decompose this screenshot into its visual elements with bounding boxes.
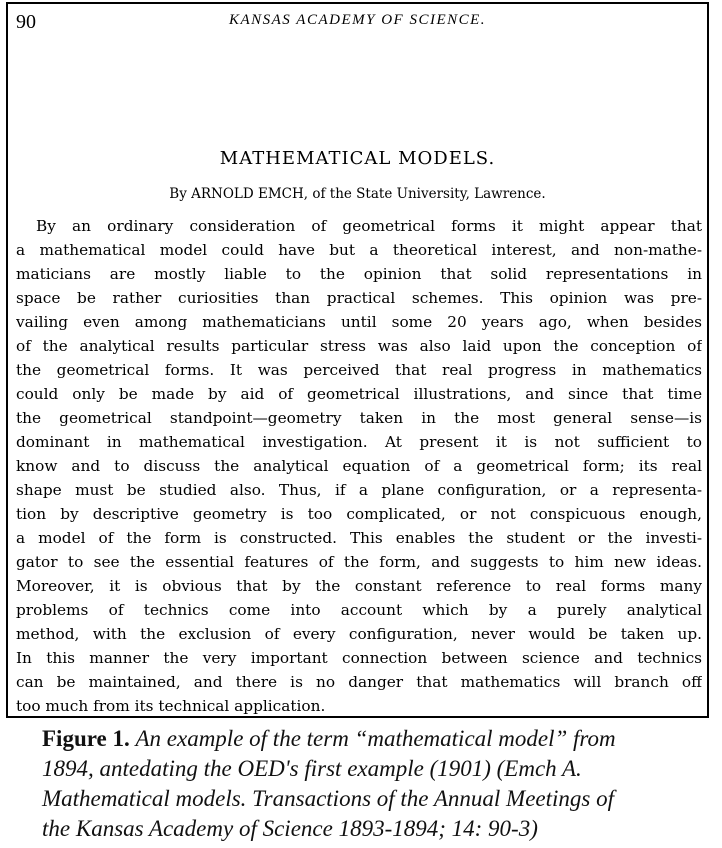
body-line: know and to discuss the analytical equation of a geometrical form; its real: [16, 457, 702, 475]
body-line: vailing even among mathematicians until some 20 years ago, when besides: [16, 313, 702, 331]
body-line: dominant in mathematical investigation. At present it is not sufficient to: [16, 433, 702, 451]
body-line: a mathematical model could have but a theoretical interest, and non-mathe-: [16, 241, 702, 259]
page-number: 90: [16, 11, 36, 33]
caption-line: the Kansas Academy of Science 1893-1894; 14: 90-3): [42, 816, 538, 841]
caption-line: 1894, antedating the OED's first example (1901) (Emch A.: [42, 756, 582, 781]
body-line: too much from its technical application.: [16, 697, 326, 715]
article-title: MATHEMATICAL MODELS.: [219, 148, 496, 169]
body-line: In this manner the very important connection between science and technics: [16, 649, 702, 667]
caption-text: An example of the term “mathematical model” from: [135, 726, 616, 751]
body-line: space be rather curiosities than practical schemes. This opinion was pre-: [16, 289, 702, 307]
body-line: the geometrical standpoint—geometry taken in the most general sense—is: [16, 409, 702, 427]
caption-label: Figure 1.: [42, 726, 130, 751]
body-line: can be maintained, and there is no danger that mathematics will branch off: [16, 673, 702, 691]
body-line: maticians are mostly liable to the opinion that solid representations in: [16, 265, 702, 283]
body-line: By an ordinary consideration of geometrical forms it might appear that: [36, 217, 702, 235]
body-line: problems of technics come into account which by a purely analytical: [16, 601, 702, 619]
body-line: the geometrical forms. It was perceived that real progress in mathematics: [16, 361, 702, 379]
scanned-page: [6, 2, 709, 718]
body-line: shape must be studied also. Thus, if a plane configuration, or a representa-: [16, 481, 702, 499]
body-line: gator to see the essential features of the form, and suggests to him new ideas.: [16, 553, 702, 571]
body-line: Moreover, it is obvious that by the constant reference to real forms many: [16, 577, 702, 595]
body-line: could only be made by aid of geometrical illustrations, and since that time: [16, 385, 702, 403]
body-line: method, with the exclusion of every configuration, never would be taken up.: [16, 625, 702, 643]
article-body: [16, 214, 702, 718]
running-head: KANSAS ACADEMY OF SCIENCE.: [228, 12, 487, 28]
caption-line: Mathematical models. Transactions of the Annual Meetings of: [42, 786, 614, 811]
caption-line: [42, 724, 692, 754]
article-byline: By ARNOLD EMCH, of the State University, Lawrence.: [169, 186, 546, 202]
figure-caption: [42, 724, 692, 844]
body-line: of the analytical results particular stress was also laid upon the conception of: [16, 337, 702, 355]
body-line: a model of the form is constructed. This enables the student or the investi-: [16, 529, 702, 547]
body-line: tion by descriptive geometry is too complicated, or not conspicuous enough,: [16, 505, 702, 523]
